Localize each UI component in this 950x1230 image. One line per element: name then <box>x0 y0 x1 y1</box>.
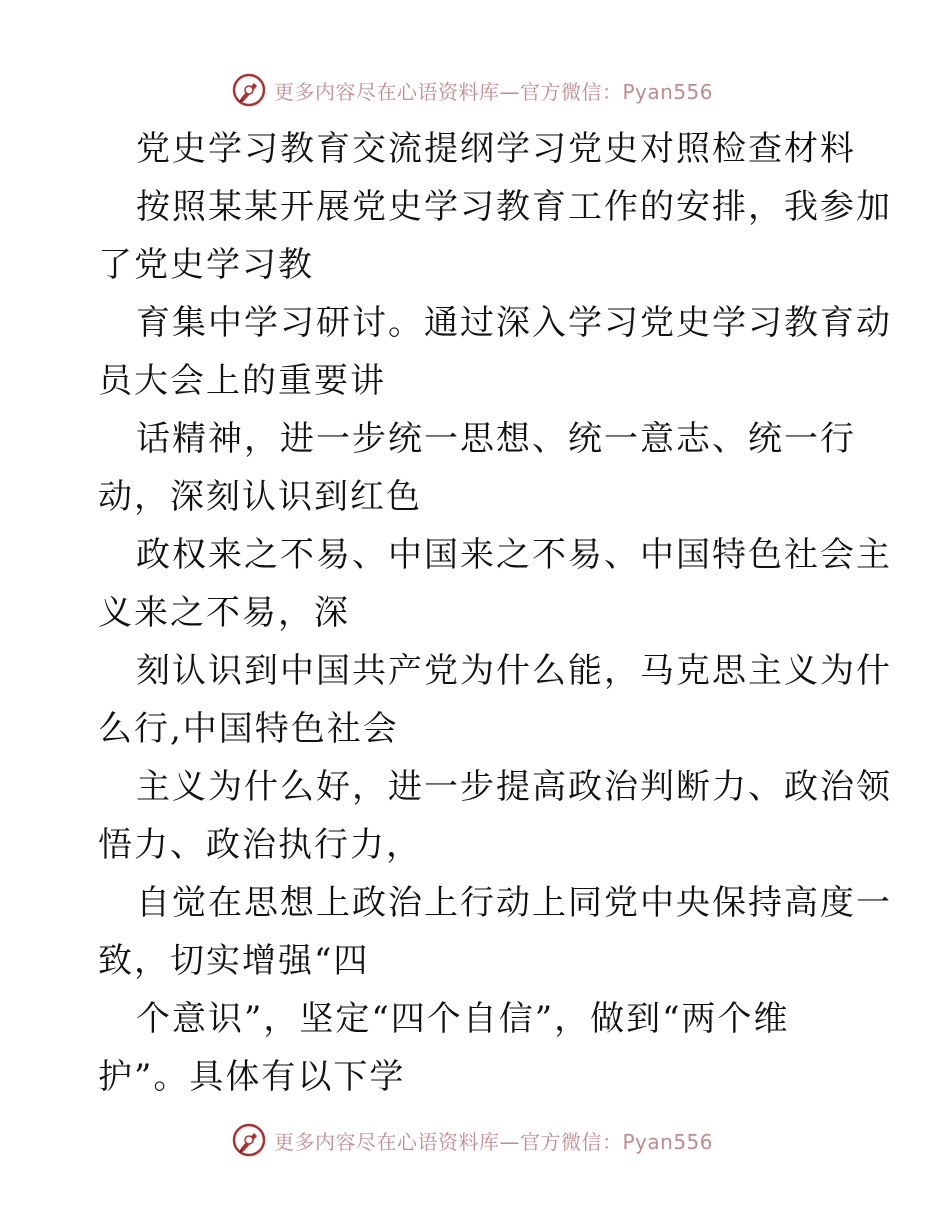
paragraph-line: 育集中学习研讨。通过深入学习党史学习教育动 <box>136 303 892 343</box>
red-pen-logo-icon <box>232 1123 266 1157</box>
paragraph-line: 护”。具体有以下学 <box>98 1057 406 1097</box>
paragraph-line: 主义为什么好，进一步提高政治判断力、政治领 <box>136 767 892 807</box>
paragraph-line: 政权来之不易、中国来之不易、中国特色社会主 <box>136 535 892 575</box>
paragraph-line: 悟力、政治执行力， <box>98 825 422 865</box>
paragraph-line: 员大会上的重要讲 <box>98 361 386 401</box>
paragraph-line: 按照某某开展党史学习教育工作的安排，我参加 <box>136 187 892 227</box>
paragraph-line: 么行,中国特色社会 <box>98 709 399 749</box>
red-pen-logo-icon <box>232 73 266 107</box>
paragraph-line: 话精神，进一步统一思想、统一意志、统一行 <box>136 419 856 459</box>
paragraph-line: 个意识”，坚定“四个自信”，做到“两个维 <box>136 999 790 1039</box>
paragraph-line: 动，深刻认识到红色 <box>98 477 422 517</box>
watermark-text: 更多内容尽在心语资料库—官方微信：Pyan556 <box>274 79 714 104</box>
watermark-header <box>232 70 713 110</box>
watermark-footer <box>232 1120 713 1160</box>
paragraph-line: 自觉在思想上政治上行动上同党中央保持高度一 <box>136 883 892 923</box>
paragraph-line: 致，切实增强“四 <box>98 941 370 981</box>
paragraph-line: 义来之不易，深 <box>98 593 350 633</box>
watermark-text: 更多内容尽在心语资料库—官方微信：Pyan556 <box>274 1129 714 1154</box>
paragraph-line: 刻认识到中国共产党为什么能，马克思主义为什 <box>136 651 892 691</box>
document-title-line: 党史学习教育交流提纲学习党史对照检查材料 <box>136 129 856 169</box>
document-body <box>98 120 892 1106</box>
paragraph-line: 了党史学习教 <box>98 245 314 285</box>
